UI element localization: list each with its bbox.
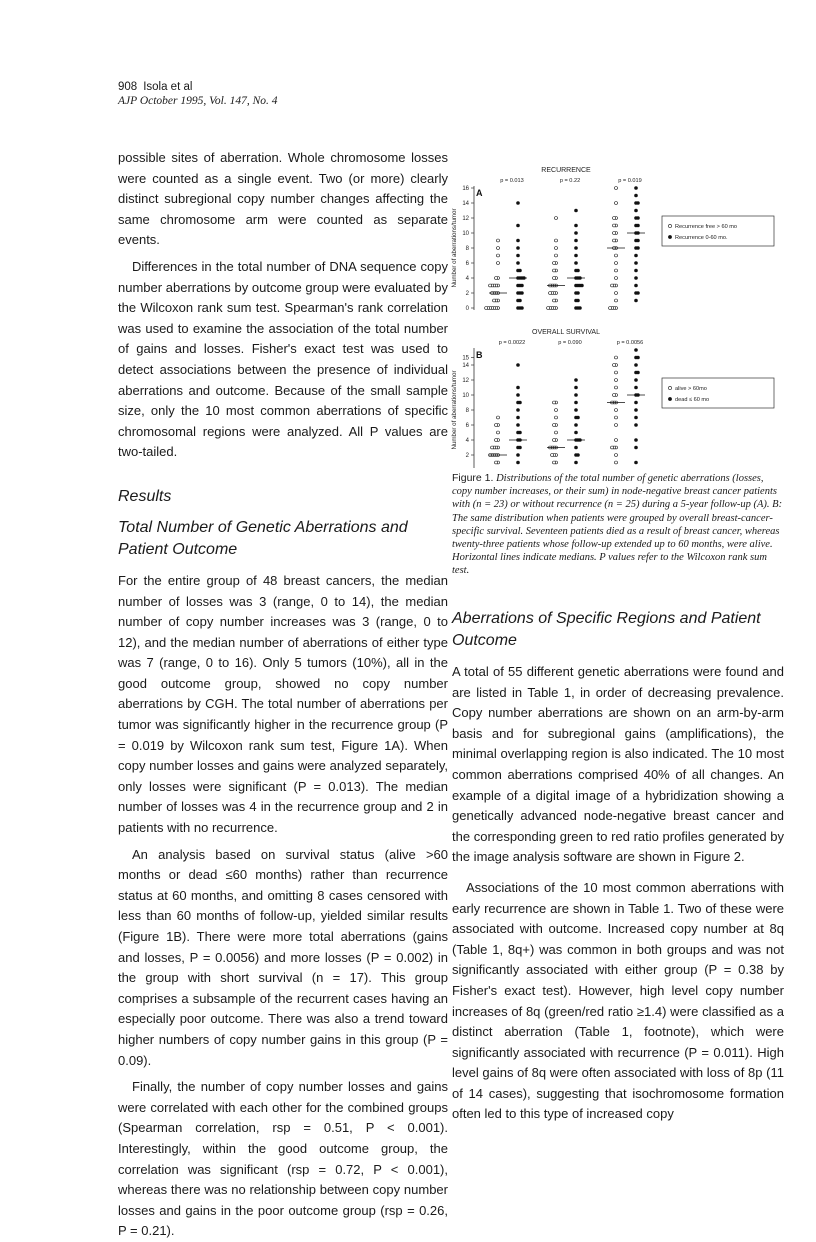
legend-marker <box>668 397 671 400</box>
legend-box <box>662 378 774 408</box>
data-point <box>517 424 520 427</box>
paragraph: For the entire group of 48 breast cancers, the median number of losses was 3 (range, 0 to 14), the median number of copy number increases was 3 (range, 0 to 12), and the median number of aberrations of either type was 7 (range, 0 to 16). Only 5 tumors (10%), all in the good outcome group, showed no copy number aberrations by CGH. The total number of aberrations per tumor was significantly higher in the recurrence group (P = 0.019 by Wilcoxon rank sum test, Figure 1A). When copy number losses and gains were analyzed separately, only losses were significant (P = 0.013). The median number of losses was 4 in the recurrence group and 2 in patients with no recurrence. <box>118 572 448 836</box>
data-point <box>518 431 521 434</box>
data-point <box>520 307 523 310</box>
data-point <box>517 254 520 257</box>
legend-entry: dead ≤ 60 mo <box>675 397 710 403</box>
data-point <box>555 416 558 419</box>
paragraph: Associations of the 10 most common aberrations with early recurrence are shown in Table 1. Two of these were associated with outcome. Increased copy number at 8q (Table 1, 8q+) was common in both groups and was not significantly associated with either group (P = 0.38 by Fisher's exact test). However, high level copy number increases of 8q (green/red ratio ≥1.4) were classified as a distinct aberration (Table 1, footnote), which were significantly associated with recurrence (P = 0.011). High level gains of 8q were often associated with loss of 8p (11 of 14 cases), suggesting that isochromosome formation often led to this type of increased copy <box>452 879 784 1122</box>
y-tick-label: 2 <box>465 453 469 460</box>
y-tick-label: 6 <box>465 423 469 430</box>
section-heading: Results <box>118 487 172 505</box>
legend-marker <box>668 386 671 389</box>
data-point <box>636 224 639 227</box>
data-point <box>575 424 578 427</box>
p-value-label: p = 0.0022 <box>498 340 526 346</box>
data-point <box>575 394 578 397</box>
data-point <box>576 454 579 457</box>
data-point <box>553 277 556 280</box>
panel-label: A <box>476 188 483 198</box>
data-point <box>635 446 638 449</box>
data-point <box>553 262 556 265</box>
figure-caption <box>452 472 784 578</box>
data-point <box>575 461 578 464</box>
data-point <box>615 454 618 457</box>
paragraph: An analysis based on survival status (alive >60 months or dead ≤60 months) rather than recurrence status at 60 months, and omitting 8 cases censored with less than 60 months of follow-up, yielded similar results (Figure 1B). There were more total aberrations (gains and losses, P = 0.0056) and more losses (P = 0.002) in the group with short survival (n = 17). This group comprises a subsample of the recurrent cases having an especially poor outcome. There was also a trend toward higher numbers of copy number gains in this group (P = 0.09). <box>118 846 448 1068</box>
data-point <box>520 284 523 287</box>
y-tick-label: 6 <box>465 261 469 268</box>
data-point <box>518 446 521 449</box>
y-axis-label: Number of aberrations/tumor <box>451 208 458 288</box>
data-point <box>517 409 520 412</box>
y-tick-label: 16 <box>462 186 469 193</box>
data-point <box>635 349 638 352</box>
data-point <box>615 187 618 190</box>
figure-1-chart <box>448 148 782 468</box>
data-point <box>555 254 558 257</box>
data-point <box>615 439 618 442</box>
legend-entry: Recurrence free > 60 mo <box>675 224 738 230</box>
data-point <box>497 431 500 434</box>
y-tick-label: 4 <box>465 438 469 445</box>
data-point <box>635 284 638 287</box>
data-point <box>615 379 618 382</box>
data-point <box>613 364 616 367</box>
data-point <box>553 439 556 442</box>
data-point <box>575 446 578 449</box>
data-point <box>553 401 556 404</box>
y-tick-label: 14 <box>462 201 469 208</box>
data-point <box>575 409 578 412</box>
data-point <box>635 379 638 382</box>
data-point <box>575 386 578 389</box>
journal-line: AJP October 1995, Vol. 147, No. 4 <box>118 95 278 107</box>
data-point <box>517 224 520 227</box>
data-point <box>615 277 618 280</box>
data-point <box>553 424 556 427</box>
y-tick-label: 2 <box>465 291 469 298</box>
data-point <box>636 239 639 242</box>
data-point <box>551 454 554 457</box>
data-point <box>489 284 492 287</box>
data-point <box>549 292 552 295</box>
y-tick-label: 12 <box>462 216 469 223</box>
y-tick-label: 14 <box>462 363 469 370</box>
data-point <box>553 269 556 272</box>
data-point <box>517 247 520 250</box>
data-point <box>636 292 639 295</box>
data-point <box>635 254 638 257</box>
data-point <box>613 232 616 235</box>
data-point <box>547 307 550 310</box>
y-tick-label: 12 <box>462 378 469 385</box>
y-tick-label: 0 <box>465 306 469 313</box>
p-value-label: p = 0.019 <box>618 178 642 184</box>
panel-title: RECURRENCE <box>541 167 591 174</box>
data-point <box>615 202 618 205</box>
data-point <box>493 299 496 302</box>
p-value-label: p = 0.090 <box>558 340 582 346</box>
paragraph: possible sites of aberration. Whole chromosome losses were counted as a single event. Two (or more) clearly distinct subregional copy number changes affecting the same chromosome arm were counted as separate events. <box>118 150 448 248</box>
data-point <box>555 239 558 242</box>
data-point <box>615 299 618 302</box>
data-point <box>497 254 500 257</box>
data-point <box>517 386 520 389</box>
data-point <box>520 292 523 295</box>
data-point <box>635 401 638 404</box>
data-point <box>517 394 520 397</box>
data-point <box>635 277 638 280</box>
legend-entry: alive > 60mo <box>675 386 707 392</box>
data-point <box>553 461 556 464</box>
data-point <box>615 371 618 374</box>
data-point <box>635 424 638 427</box>
data-point <box>495 277 498 280</box>
subsection-heading: Aberrations of Specific Regions and Patient Outcome <box>452 610 761 649</box>
data-point <box>497 239 500 242</box>
data-point <box>517 364 520 367</box>
data-point <box>495 461 498 464</box>
paragraph: Differences in the total number of DNA sequence copy number aberrations by outcome group were evaluated by the Wilcoxon rank sum test. Spearman's rank correlation was used to examine the association of the total number of gains and losses. Fisher's exact test was used to detect associations between the presence of individual aberrations and outcome. Because of the small sample size, only the 10 most common aberrations of specific chromosomal regions were analyzed. All P values are two-tailed. <box>118 258 448 460</box>
data-point <box>495 439 498 442</box>
data-point <box>576 269 579 272</box>
data-point <box>555 217 558 220</box>
y-tick-label: 15 <box>462 355 469 362</box>
data-point <box>575 401 578 404</box>
p-value-label: p = 0.0056 <box>616 340 644 346</box>
legend-marker <box>668 235 671 238</box>
data-point <box>635 262 638 265</box>
data-point <box>613 239 616 242</box>
data-point <box>613 224 616 227</box>
data-point <box>575 379 578 382</box>
data-point <box>517 202 520 205</box>
data-point <box>518 269 521 272</box>
y-tick-label: 8 <box>465 408 469 415</box>
data-point <box>517 239 520 242</box>
data-point <box>613 394 616 397</box>
subsection-heading: Total Number of Genetic Aberrations and Patient Outcome <box>118 518 408 558</box>
y-tick-label: 4 <box>465 276 469 283</box>
legend-entry: Recurrence 0-60 mo. <box>675 235 728 241</box>
data-point <box>576 299 579 302</box>
data-point <box>497 247 500 250</box>
authors: Isola et al <box>143 81 193 93</box>
data-point <box>613 217 616 220</box>
data-point <box>635 209 638 212</box>
data-point <box>575 262 578 265</box>
y-axis-label: Number of aberrations/tumor <box>451 370 458 450</box>
data-point <box>635 386 638 389</box>
data-point <box>636 217 639 220</box>
running-head <box>118 80 278 108</box>
data-point <box>578 307 581 310</box>
data-point <box>635 409 638 412</box>
data-point <box>635 461 638 464</box>
data-point <box>635 299 638 302</box>
data-point <box>635 269 638 272</box>
data-point <box>615 356 618 359</box>
data-point <box>575 224 578 227</box>
paragraph: A total of 55 different genetic aberrations were found and are listed in Table 1, in order of decreasing prevalence. Copy number aberrations are shown on an arm-by-arm basis and for subregional gains (amplifications), the minimal overlapping region is also indicated. The 10 most common aberrations comprised 40% of all changes. An example of a digital image of a hybridization showing a genetically advanced node-negative breast cancer and the corresponding green to red ratio profiles generated by the image analysis software are shown in Figure 2. <box>452 664 784 865</box>
data-point <box>636 247 639 250</box>
data-point <box>555 431 558 434</box>
data-point <box>611 446 614 449</box>
right-column <box>452 608 784 1125</box>
caption-label: Figure 1. <box>452 472 494 484</box>
caption-text: Distributions of the total number of genetic aberrations (losses, copy number increases, or their sum) in node-negative breast cancer patients with (n = 23) or without recurrence (n = 25) during a 5-year follow-up (A). B: The same distribution when patients were grouped by overall breast-cancer-specific survival. Seventeen patients died as a result of breast cancer, whereas twenty-three patients whose follow-up extended up to 60 months, were alive. Horizontal lines indicate medians. P values refer to the Wilcoxon rank sum test. <box>452 473 783 577</box>
data-point <box>615 262 618 265</box>
data-point <box>517 262 520 265</box>
data-point <box>517 454 520 457</box>
data-point <box>555 409 558 412</box>
data-point <box>636 371 639 374</box>
data-point <box>636 202 639 205</box>
data-point <box>615 424 618 427</box>
data-point <box>495 424 498 427</box>
data-point <box>615 254 618 257</box>
data-point <box>485 307 488 310</box>
page-number: 908 <box>118 81 138 93</box>
data-point <box>615 386 618 389</box>
panel-label: B <box>476 350 483 360</box>
data-point <box>636 356 639 359</box>
data-point <box>575 431 578 434</box>
data-point <box>615 409 618 412</box>
data-point <box>615 292 618 295</box>
data-point <box>615 461 618 464</box>
data-point <box>575 254 578 257</box>
data-point <box>575 239 578 242</box>
data-point <box>497 262 500 265</box>
data-point <box>517 461 520 464</box>
data-point <box>575 247 578 250</box>
data-point <box>611 284 614 287</box>
data-point <box>635 416 638 419</box>
data-point <box>580 284 583 287</box>
p-value-label: p = 0.22 <box>559 178 581 184</box>
data-point <box>635 439 638 442</box>
data-point <box>615 269 618 272</box>
y-tick-label: 8 <box>465 246 469 253</box>
data-point <box>609 307 612 310</box>
data-point <box>576 416 579 419</box>
left-column <box>118 148 448 1242</box>
data-point <box>555 247 558 250</box>
data-point <box>518 401 521 404</box>
y-tick-label: 10 <box>462 231 469 238</box>
data-point <box>491 446 494 449</box>
data-point <box>615 416 618 419</box>
paragraph: Finally, the number of copy number losses and gains were correlated with each other for the combined groups (Spearman correlation, rsp = 0.51, P < 0.001). Interestingly, within the good outcome group, the correlation was significant (rsp = 0.72, P < 0.001), whereas there was no relationship between copy number losses and gains in the poor outcome group (rsp = 0.26, P = 0.21). <box>118 1079 448 1239</box>
data-point <box>575 232 578 235</box>
p-value-label: p = 0.013 <box>500 178 524 184</box>
legend-marker <box>668 224 671 227</box>
data-point <box>576 292 579 295</box>
data-point <box>575 209 578 212</box>
data-point <box>553 299 556 302</box>
panel-title: OVERALL SURVIVAL <box>532 329 600 336</box>
data-point <box>497 416 500 419</box>
data-point <box>517 416 520 419</box>
data-point <box>635 187 638 190</box>
data-point <box>518 299 521 302</box>
y-tick-label: 10 <box>462 393 469 400</box>
data-point <box>635 194 638 197</box>
legend-box <box>662 216 774 246</box>
figure-1 <box>448 148 782 473</box>
data-point <box>635 364 638 367</box>
